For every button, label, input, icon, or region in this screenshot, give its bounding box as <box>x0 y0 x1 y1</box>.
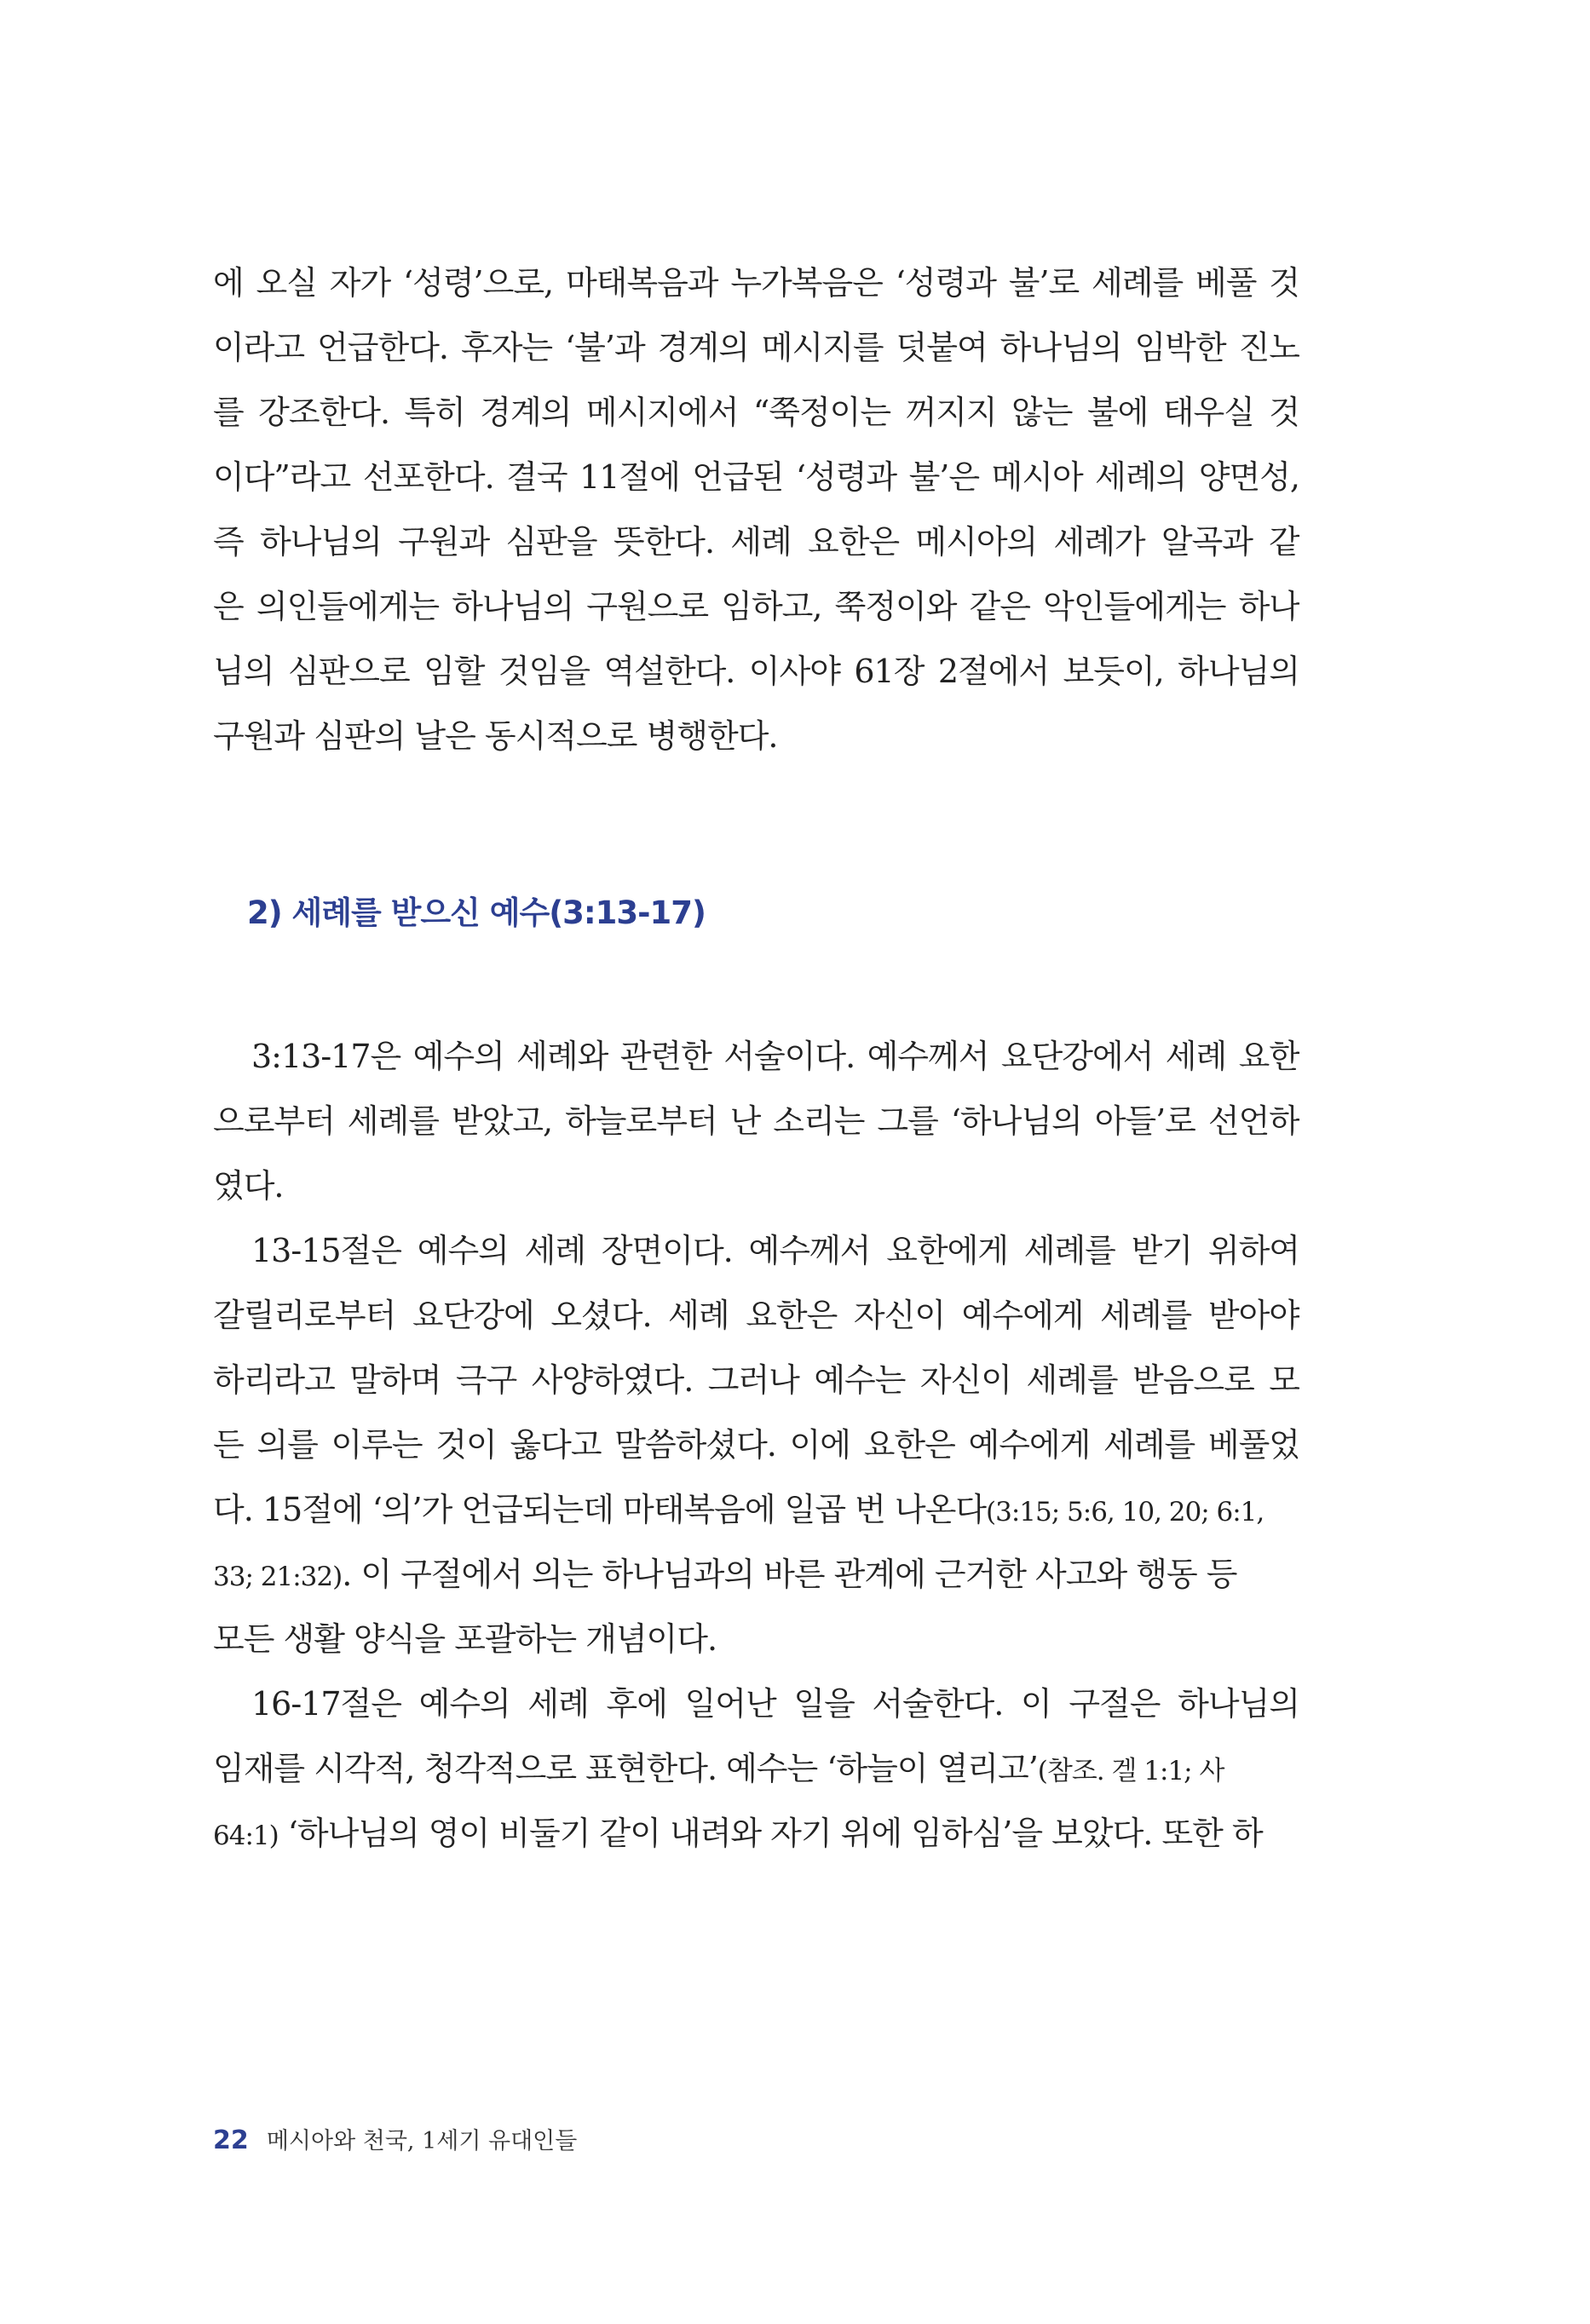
p3-line-3 <box>213 1808 1299 1861</box>
p2-line-4: 든 의를 이루는 것이 옳다고 말씀하셨다. 이에 요한은 예수에게 세례를 베풀었 <box>213 1426 1299 1464</box>
p2-line-5-reference: (3:15; 5:6, 10, 20; 6:1, <box>986 1497 1265 1527</box>
p3-line-3-text: ‘하나님의 영이 비둘기 같이 내려와 자기 위에 임하심’을 보았다. 또한 하 <box>278 1815 1263 1852</box>
p1-line-1: 3:13-17은 예수의 세례와 관련한 서술이다. 예수께서 요단강에서 세례 요한 <box>251 1038 1299 1075</box>
p2-line-5-text: 다. 15절에 ‘의’가 언급되는데 마태복음에 일곱 번 나온다 <box>213 1491 987 1528</box>
page-number: 22 <box>213 2126 249 2155</box>
book-title: 메시아와 천국, 1세기 유대인들 <box>266 2128 578 2154</box>
p2-line-5 <box>213 1484 1299 1538</box>
p1-line-3: 였다. <box>213 1167 284 1205</box>
body-line-7: 님의 심판으로 임할 것임을 역설한다. 이사야 61장 2절에서 보듯이, 하나님의 <box>213 653 1299 690</box>
p3-line-2-text: 임재를 시각적, 청각적으로 표현한다. 예수는 ‘하늘이 열리고’ <box>213 1750 1038 1787</box>
p2-line-6 <box>213 1549 1299 1602</box>
p3-line-2-reference: (참조. 겔 1:1; 사 <box>1037 1756 1224 1786</box>
body-line-4: 이다”라고 선포한다. 결국 11절에 언급된 ‘성령과 불’은 메시아 세례의 양면성, <box>213 458 1299 496</box>
p3-line-2 <box>213 1743 1299 1797</box>
p2-line-2: 갈릴리로부터 요단강에 오셨다. 세례 요한은 자신이 예수에게 세례를 받아야 <box>213 1297 1299 1334</box>
body-line-5: 즉 하나님의 구원과 심판을 뜻한다. 세례 요한은 메시아의 세례가 알곡과 같 <box>213 523 1299 561</box>
body-line-6: 은 의인들에게는 하나님의 구원으로 임하고, 쭉정이와 같은 악인들에게는 하나 <box>213 588 1299 625</box>
body-line-8: 구원과 심판의 날은 동시적으로 병행한다. <box>213 717 778 755</box>
body-line-2: 이라고 언급한다. 후자는 ‘불’과 경계의 메시지를 덧붙여 하나님의 임박한 진노 <box>213 329 1299 366</box>
p2-line-3: 하리라고 말하며 극구 사양하였다. 그러나 예수는 자신이 세례를 받음으로 모 <box>213 1361 1299 1399</box>
body-line-1: 에 오실 자가 ‘성령’으로, 마태복음과 누가복음은 ‘성령과 불’로 세례를 베풀 것 <box>213 264 1299 302</box>
p1-line-2: 으로부터 세례를 받았고, 하늘로부터 난 소리는 그를 ‘하나님의 아들’로 선언하 <box>213 1102 1299 1140</box>
p2-line-7: 모든 생활 양식을 포괄하는 개념이다. <box>213 1620 717 1658</box>
p2-line-6-reference: 33; 21:32) <box>213 1562 343 1592</box>
p3-line-1: 16-17절은 예수의 세례 후에 일어난 일을 서술한다. 이 구절은 하나님의 <box>251 1685 1299 1723</box>
section-heading: 2) 세례를 받으신 예수(3:13-17) <box>247 895 706 931</box>
p2-line-6-text: . 이 구절에서 의는 하나님과의 바른 관계에 근거한 사고와 행동 등 <box>342 1556 1237 1593</box>
body-line-3: 를 강조한다. 특히 경계의 메시지에서 “쭉정이는 꺼지지 않는 불에 태우실 것 <box>213 394 1299 431</box>
page-footer <box>213 2124 577 2161</box>
p3-line-3-reference: 64:1) <box>213 1821 279 1851</box>
p2-line-1: 13-15절은 예수의 세례 장면이다. 예수께서 요한에게 세례를 받기 위하여 <box>251 1232 1299 1269</box>
